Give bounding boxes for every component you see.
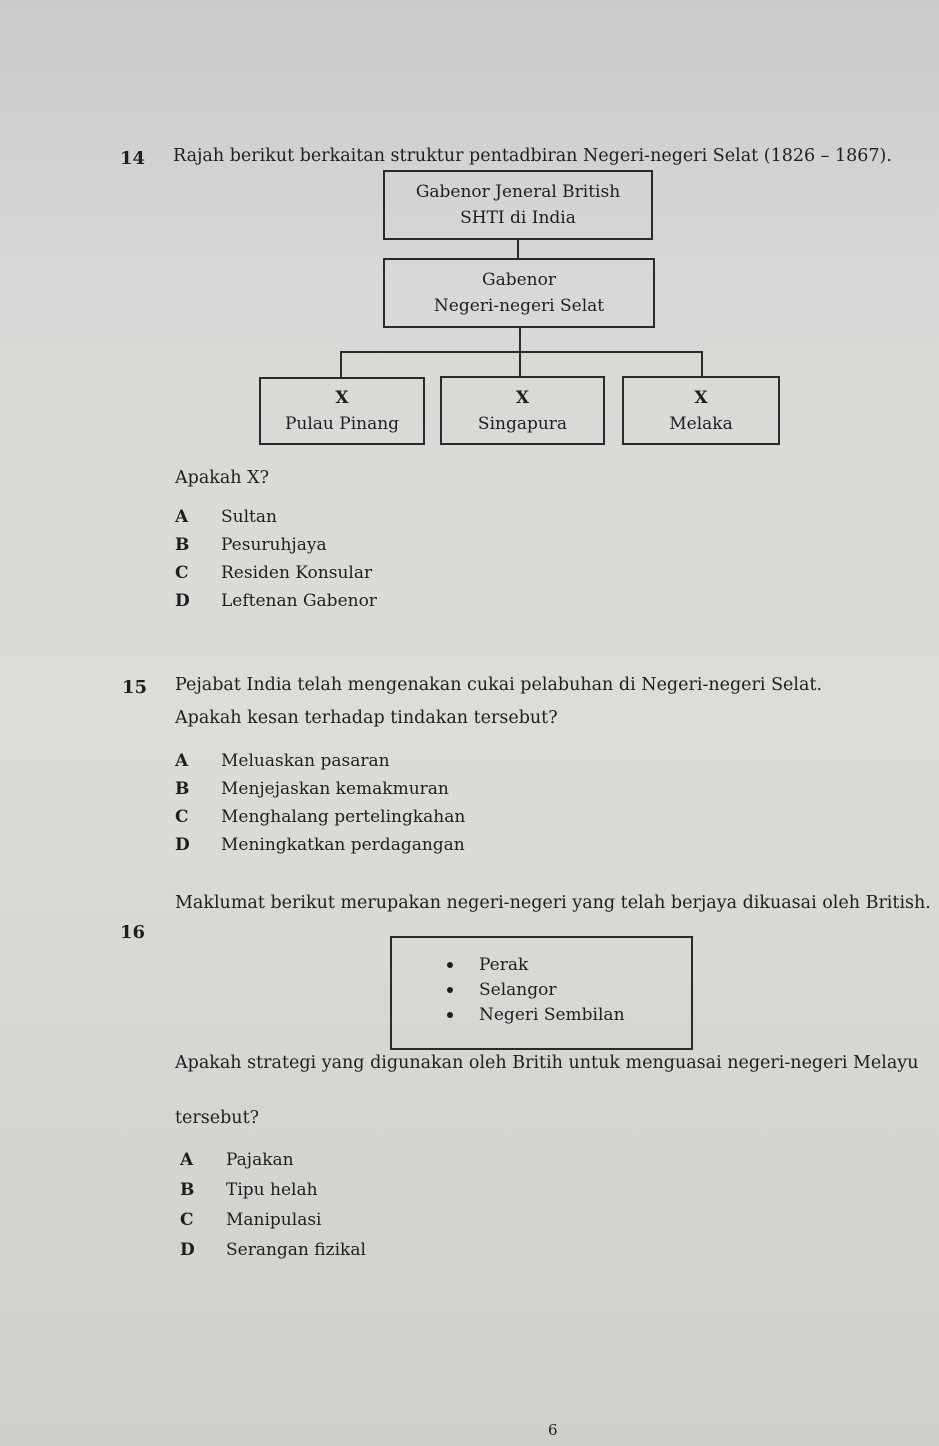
diagram-mid-box bbox=[383, 258, 655, 328]
option-d[interactable] bbox=[180, 1240, 366, 1260]
diagram-mid-line1: Gabenor bbox=[482, 270, 556, 290]
option-d[interactable] bbox=[175, 591, 377, 611]
diagram-box-label: Melaka bbox=[669, 413, 733, 434]
option-text: Residen Konsular bbox=[221, 563, 373, 583]
option-d[interactable] bbox=[175, 835, 465, 855]
option-c[interactable] bbox=[180, 1210, 322, 1230]
option-text: Manipulasi bbox=[226, 1210, 322, 1230]
option-text: Meningkatkan perdagangan bbox=[221, 835, 465, 855]
bullet-icon bbox=[447, 962, 453, 968]
question-14-text: Rajah berikut berkaitan struktur pentadbiran Negeri-negeri Selat (1826 – 1867). bbox=[173, 146, 892, 166]
option-letter: D bbox=[175, 835, 190, 855]
question-15-number: 15 bbox=[122, 677, 148, 698]
option-letter: D bbox=[180, 1240, 195, 1260]
diagram-connector bbox=[701, 351, 703, 377]
option-c[interactable] bbox=[175, 563, 372, 583]
diagram-box-label: Pulau Pinang bbox=[284, 414, 400, 434]
list-item bbox=[447, 952, 691, 977]
option-letter: B bbox=[180, 1180, 195, 1200]
question-16-prompt-line2: tersebut? bbox=[175, 1108, 259, 1128]
diagram-top-box bbox=[383, 170, 653, 240]
list-item bbox=[447, 1002, 691, 1027]
list-item bbox=[447, 977, 691, 1002]
diagram-x-label: X bbox=[694, 387, 708, 408]
diagram-box-singapura bbox=[440, 376, 605, 445]
question-14-prompt: Apakah X? bbox=[175, 468, 269, 488]
diagram-x-label: X bbox=[335, 388, 349, 408]
option-text: Serangan fizikal bbox=[226, 1240, 366, 1260]
option-b[interactable] bbox=[180, 1180, 318, 1200]
list-item-text: Selangor bbox=[479, 979, 557, 1000]
diagram-connector bbox=[519, 328, 521, 352]
diagram-x-label: X bbox=[515, 387, 530, 408]
option-text: Pesuruhjaya bbox=[221, 535, 327, 555]
option-letter: C bbox=[175, 807, 189, 827]
diagram-top-line2: SHTI di India bbox=[460, 208, 576, 228]
question-15-text: Pejabat India telah mengenakan cukai pelabuhan di Negeri-negeri Selat. bbox=[175, 675, 823, 695]
list-item-text: Perak bbox=[479, 954, 529, 975]
option-letter: C bbox=[175, 563, 189, 583]
question-14-number: 14 bbox=[120, 148, 146, 169]
diagram-box-pulau-pinang bbox=[259, 377, 425, 445]
option-text: Menjejaskan kemakmuran bbox=[221, 779, 449, 799]
bullet-icon bbox=[447, 987, 453, 993]
question-15-prompt: Apakah kesan terhadap tindakan tersebut? bbox=[175, 708, 558, 728]
option-letter: B bbox=[175, 535, 190, 555]
diagram-top-line1: Gabenor Jeneral British bbox=[415, 182, 621, 202]
option-letter: A bbox=[180, 1150, 194, 1170]
option-text: Menghalang pertelingkahan bbox=[221, 807, 466, 827]
list-item-text: Negeri Sembilan bbox=[479, 1004, 625, 1025]
question-16-number: 16 bbox=[120, 922, 146, 943]
option-letter: A bbox=[175, 507, 189, 527]
conquered-states-box bbox=[390, 936, 693, 1050]
diagram-box-label: Singapura bbox=[477, 413, 568, 434]
option-text: Meluaskan pasaran bbox=[221, 751, 390, 771]
option-letter: D bbox=[175, 591, 190, 611]
diagram-connector bbox=[519, 351, 521, 377]
diagram-mid-line2: Negeri-negeri Selat bbox=[433, 296, 605, 316]
option-text: Leftenan Gabenor bbox=[221, 591, 377, 611]
option-b[interactable] bbox=[175, 535, 327, 555]
option-a[interactable] bbox=[175, 751, 390, 771]
option-a[interactable] bbox=[175, 507, 277, 527]
option-text: Sultan bbox=[221, 507, 277, 527]
option-text: Pajakan bbox=[226, 1150, 294, 1170]
option-text: Tipu helah bbox=[226, 1180, 318, 1200]
option-letter: B bbox=[175, 779, 190, 799]
option-letter: C bbox=[180, 1210, 194, 1230]
option-b[interactable] bbox=[175, 779, 449, 799]
bullet-icon bbox=[447, 1012, 453, 1018]
option-letter: A bbox=[175, 751, 189, 771]
page-number: 6 bbox=[548, 1421, 558, 1439]
option-a[interactable] bbox=[180, 1150, 294, 1170]
question-16-text: Maklumat berikut merupakan negeri-negeri yang telah berjaya dikuasai oleh British. bbox=[175, 893, 931, 913]
question-16-prompt-line1: Apakah strategi yang digunakan oleh Britih untuk menguasai negeri-negeri Melayu bbox=[175, 1053, 919, 1073]
diagram-connector bbox=[340, 351, 342, 377]
diagram-branch-line bbox=[340, 351, 703, 353]
option-c[interactable] bbox=[175, 807, 465, 827]
diagram-box-melaka bbox=[622, 376, 780, 445]
diagram-connector bbox=[517, 240, 519, 258]
